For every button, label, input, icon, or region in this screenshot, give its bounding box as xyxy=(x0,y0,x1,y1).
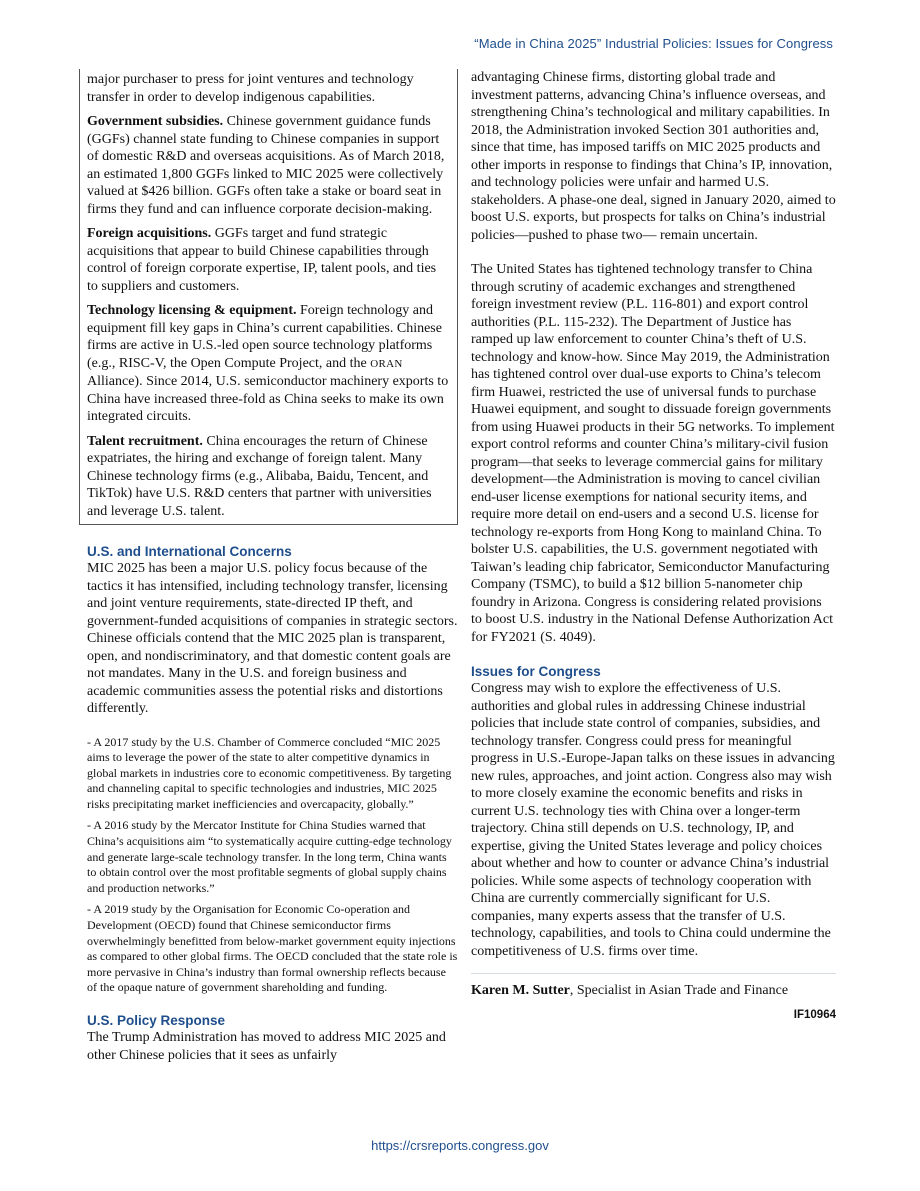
item-text: Alliance). Since 2014, U.S. semiconductor machinery exports to China have increased three-fold as China seeks to make its own integrated circuits. xyxy=(87,374,449,424)
tech-transfer-paragraph: The United States has tightened technology transfer to China through scrutiny of academic exchanges and strengthened foreign investment review (P.L. 116-801) and export control authorities (P.L. 115-232). The Department of Justice has ramped up law enforcement to counter China’s theft of U.S. technology and know-how. Since May 2019, the Administration has tightened control over dual-use exports to China’s telecom firm Huawei, restricted the use of universal funds to purchase Huawei equipment, and sought to dissuade foreign governments from using Huawei products in their 5G networks. To implement export control reforms and counter China’s military-civil fusion program—that seeks to leverage commercial gains for military development—the Administration is moving to cancel civilian end-user license exemptions for national security items, and require more detail on end-users and a second U.S. license for technology re-exports from Hong Kong to mainland China. To bolster U.S. capabilities, the U.S. government negotiated with Taiwan’s leading chip fabricator, Semiconductor Manufacturing Company (TSMC), to build a $12 billion 5-nanometer chip foundry in Arizona. Congress is considering related provisions to boost U.S. industry in the National Defense Authorization Act for FY2021 (S. 4049). xyxy=(471,262,835,645)
item-lead: Government subsidies. xyxy=(87,114,224,129)
policy-paragraph-continued: advantaging Chinese firms, distorting global trade and investment patterns, advancing China’s influence overseas, and strengthening China’s technological and military capabilities. In 2018, the Administration invoked Section 301 authorities and, since that time, has imposed tariffs on MIC 2025 products and other imports in response to findings that China’s IP, innovation, and technology policies were unfair and harmed U.S. stakeholders. A phase-one deal, signed in January 2020, aimed to boost U.S. exports, but prospects for talks on China’s industrial policies—pushed to phase two— remain uncertain. xyxy=(471,70,836,243)
concerns-section xyxy=(79,543,458,718)
item-text: Chinese government guidance funds (GGFs) channel state funding to Chinese companies in support of domestic R&D and overseas acquisitions. As of March 2018, an estimated 1,800 GGFs linked to MIC 2025 were collectively valued at $426 billion. GGFs often take a stake or board seat in firms they fund and can influence corporate decision-making. xyxy=(87,114,445,217)
issues-paragraph: Congress may wish to explore the effectiveness of U.S. authorities and global rules in addressing Chinese industrial policies that include state control of companies, subsidies, and technology transfer. Congress could press for meaningful progress in U.S.-Europe-Japan talks on these issues in advancing new rules, approaches, and joint action. Congress also may wish to more closely examine the economic benefits and risks in current U.S. technology ties with China over a longer-term trajectory. China still depends on U.S. technology, IP, and expertise, giving the United States leverage and policy choices about whether and how to counter or advance China’s industrial policies. While some aspects of technology cooperation with China are currently commercially significant for U.S. companies, many experts assess that the transfer of U.S. technology, capabilities, and tools to China could undermine the competitiveness of U.S. firms over time. xyxy=(471,681,835,959)
author-role: , Specialist in Asian Trade and Finance xyxy=(569,983,789,998)
study-bullet-list xyxy=(79,735,458,997)
bullet-item: - A 2017 study by the U.S. Chamber of Commerce concluded “MIC 2025 aims to leverage the power of the state to alter competitive dynamics in global markets in industries core to economic competitiveness. By targeting and channeling capital to specific technologies and industries, MIC 2025 risks precipitating market inefficiencies and overcapacity, globally.” xyxy=(87,734,452,811)
section-heading-issues: Issues for Congress xyxy=(471,664,601,679)
author-line xyxy=(471,982,836,1000)
bullet-item: - A 2019 study by the Organisation for Economic Co-operation and Development (OECD) found that Chinese semiconductor firms overwhelmingly benefitted from below-market government equity injections as compared to other global firms. The OECD concluded that the state role is more pervasive in China’s industry than formal ownership reflects because of the opaque nature of government shareholding and funding. xyxy=(87,902,458,995)
item-lead: Technology licensing & equipment. xyxy=(87,303,297,318)
bullet-item: - A 2016 study by the Mercator Institute for China Studies warned that China’s acquisitions aim “to systematically acquire cutting-edge technology and generate large-scale technology transfer. In the long term, China wants to obtain control over the most profitable segments of global supply chains and production networks.” xyxy=(87,818,452,895)
right-column xyxy=(471,69,836,1021)
item-text: GGFs target and fund strategic acquisitions that appear to build Chinese capabilities through control of foreign corporate expertise, IP, talent pools, and ties to suppliers and customers. xyxy=(87,226,437,294)
left-column xyxy=(79,69,458,1064)
textbox-item-talent-recruitment xyxy=(87,433,450,521)
textbox-item-technology-licensing xyxy=(87,302,450,426)
sidebar-textbox xyxy=(79,69,458,525)
item-text: China encourages the return of Chinese expatriates, the hiring and exchange of foreign talent. Many Chinese technology firms (e.g., Alibaba, Baidu, Tencent, and TikTok) have U.S. R&D centers that partner with universities and leverage U.S. talent. xyxy=(87,433,432,519)
item-text: Foreign technology and equipment fill key gaps in China’s current capabilities. Chinese firms are active in U.S.-led open source technology platforms (e.g., RISC-V, the Open Compute Project, and the xyxy=(87,303,442,371)
item-lead: Talent recruitment. xyxy=(87,433,203,449)
oran-smallcaps: ORAN xyxy=(370,357,403,370)
item-lead: Foreign acquisitions. xyxy=(87,226,212,241)
policy-paragraph-start: The Trump Administration has moved to address MIC 2025 and other Chinese policies that it sees as unfairly xyxy=(87,1030,446,1063)
section-heading-policy-response: U.S. Policy Response xyxy=(87,1013,226,1028)
textbox-item-government-subsidies xyxy=(87,113,450,218)
textbox-intro: major purchaser to press for joint ventures and technology transfer in order to develop indigenous capabilities. xyxy=(87,72,414,105)
running-header: “Made in China 2025” Industrial Policies: Issues for Congress xyxy=(474,36,833,51)
author-divider xyxy=(471,973,836,974)
author-name: Karen M. Sutter xyxy=(471,983,570,998)
footer-url-link[interactable]: https://crsreports.congress.gov xyxy=(371,1138,549,1153)
concerns-paragraph: MIC 2025 has been a major U.S. policy focus because of the tactics it has intensified, including technology transfer, licensing and joint venture requirements, state-directed IP theft, and government-funded acquisitions of companies in strategic sectors. Chinese officials contend that the MIC 2025 plan is transparent, open, and nondiscriminatory, and that domestic content goals are not mandates. Many in the U.S. and foreign business and academic communities assess the potential risks and distortions differently. xyxy=(87,561,458,716)
policy-section xyxy=(79,1012,458,1064)
section-heading-concerns: U.S. and International Concerns xyxy=(87,544,292,559)
textbox-item-foreign-acquisitions xyxy=(87,225,450,295)
report-id: IF10964 xyxy=(793,1008,836,1021)
